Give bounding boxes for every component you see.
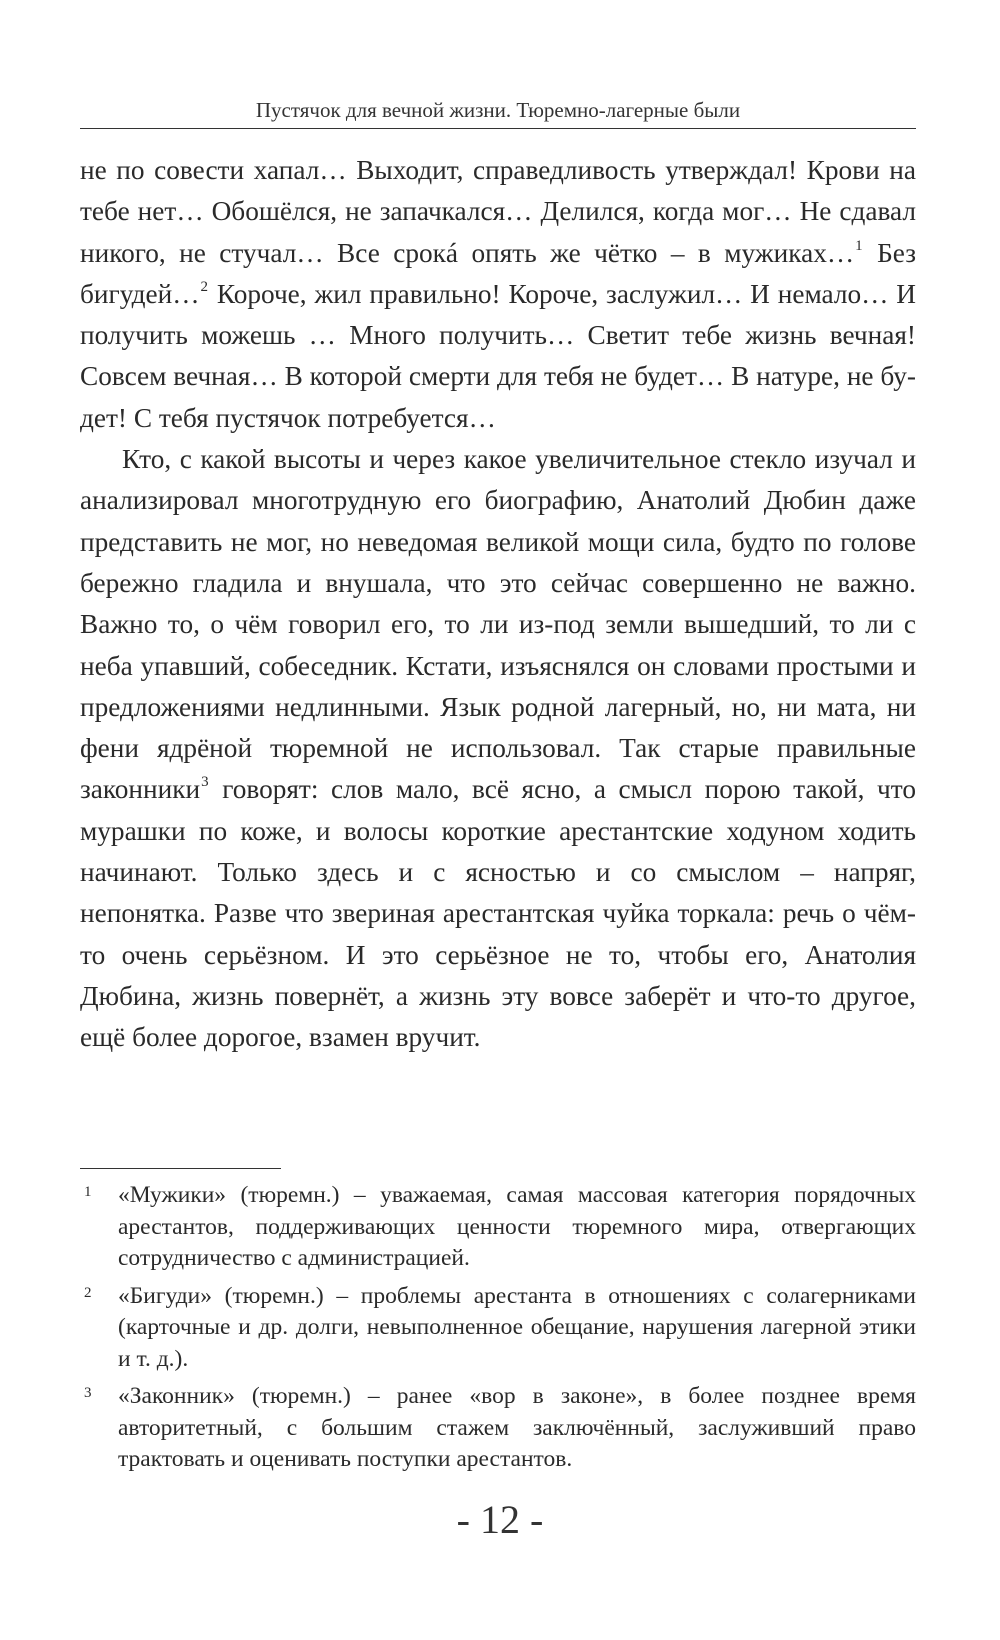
footnote-number: 3 bbox=[84, 1385, 92, 1401]
paragraph-2-part-1: Кто, с какой высоты и через какое увеличительное стекло изучал и анализировал многотрудную его биографию, Анатолий Дюбин даже представить не мог, но неведомая великой мощи сила, будто по голове бережно гладила и внушала, что это сейчас совершенно не важно. Важно то, о чём говорил его, то ли из-под земли вышедший, то ли с неба упавший, собеседник. Кстати, изъяснялся он словами простыми и предложениями недлинными. Язык родной лагерный, но, ни мата, ни фени ядрёной тюремной не использовал. Так старые правильные законники bbox=[80, 444, 916, 805]
footnote-number: 1 bbox=[84, 1184, 92, 1200]
footnote-1 bbox=[80, 1180, 916, 1275]
paragraph-1-part-2: Без бигудей… bbox=[80, 237, 916, 309]
footnote-2 bbox=[80, 1281, 916, 1376]
footnote-3 bbox=[80, 1381, 916, 1476]
footnote-text: «Бигуди» (тюремн.) – проблемы арестанта в отношениях с солагерниками (карточные и др. долги, невыполненное обещание, нарушения лагерной этики и т. д.). bbox=[118, 1282, 916, 1372]
footnote-ref-3[interactable]: 3 bbox=[201, 774, 209, 791]
page-number: - 12 - bbox=[456, 1497, 544, 1542]
running-title: Пустячок для вечной жизни. Тюремно-лагерные были bbox=[255, 98, 741, 122]
footnote-ref-2[interactable]: 2 bbox=[200, 278, 209, 295]
footnote-rule bbox=[80, 1168, 281, 1169]
paragraph-1-part-1: не по совести хапал… Выходит, справедливость утверждал! Крови на тебе нет… Обошёлся, не запачкался… Делился, когда мог… Не сдавал никого, не стучал… Все срокá опять же чётко – в мужиках… bbox=[80, 155, 916, 268]
footnote-number: 2 bbox=[84, 1284, 92, 1301]
paragraph-1 bbox=[80, 150, 916, 439]
footnotes bbox=[80, 1180, 916, 1482]
paragraph-2-part-2: говорят: слов мало, всё ясно, а смысл порою такой, что мурашки по коже, и волосы короткие арестантские ходуном ходить начинают. Только здесь и с ясностью и со смыслом – напряг, непонятка. Разве что звериная арестантская чуйка торкала: речь о чём-то очень серьёзном. И это серьёзное не то, чтобы его, Анатолия Дюбина, жизнь повернёт, а жизнь эту вовсе заберёт и что-то другое, ещё более дорогое, взамен вручит. bbox=[80, 774, 916, 1053]
footnote-text: «Мужики» (тюремн.) – уважаемая, самая массовая категория порядочных арестантов, поддерживающих ценности тюремного мира, отвергающих сотрудничество с администрацией. bbox=[118, 1182, 916, 1271]
main-text bbox=[80, 150, 916, 1059]
paragraph-1-part-3: Короче, жил правильно! Короче, заслужил… И немало… И получить можешь … Много получить… Светит тебе жизнь вечная! Совсем вечная… В которой смерти для тебя не будет… В натуре, не будет! С тебя пустячок потребуется… bbox=[80, 278, 916, 433]
footnote-text: «Законник» (тюремн.) – ранее «вор в законе», в более позднее время авторитетный, с большим стажем заключённый, заслуживший право трактовать и оценивать поступки арестантов. bbox=[118, 1383, 916, 1472]
footnote-ref-1[interactable]: 1 bbox=[855, 237, 863, 254]
header-rule bbox=[80, 128, 916, 129]
paragraph-2 bbox=[80, 439, 916, 1058]
